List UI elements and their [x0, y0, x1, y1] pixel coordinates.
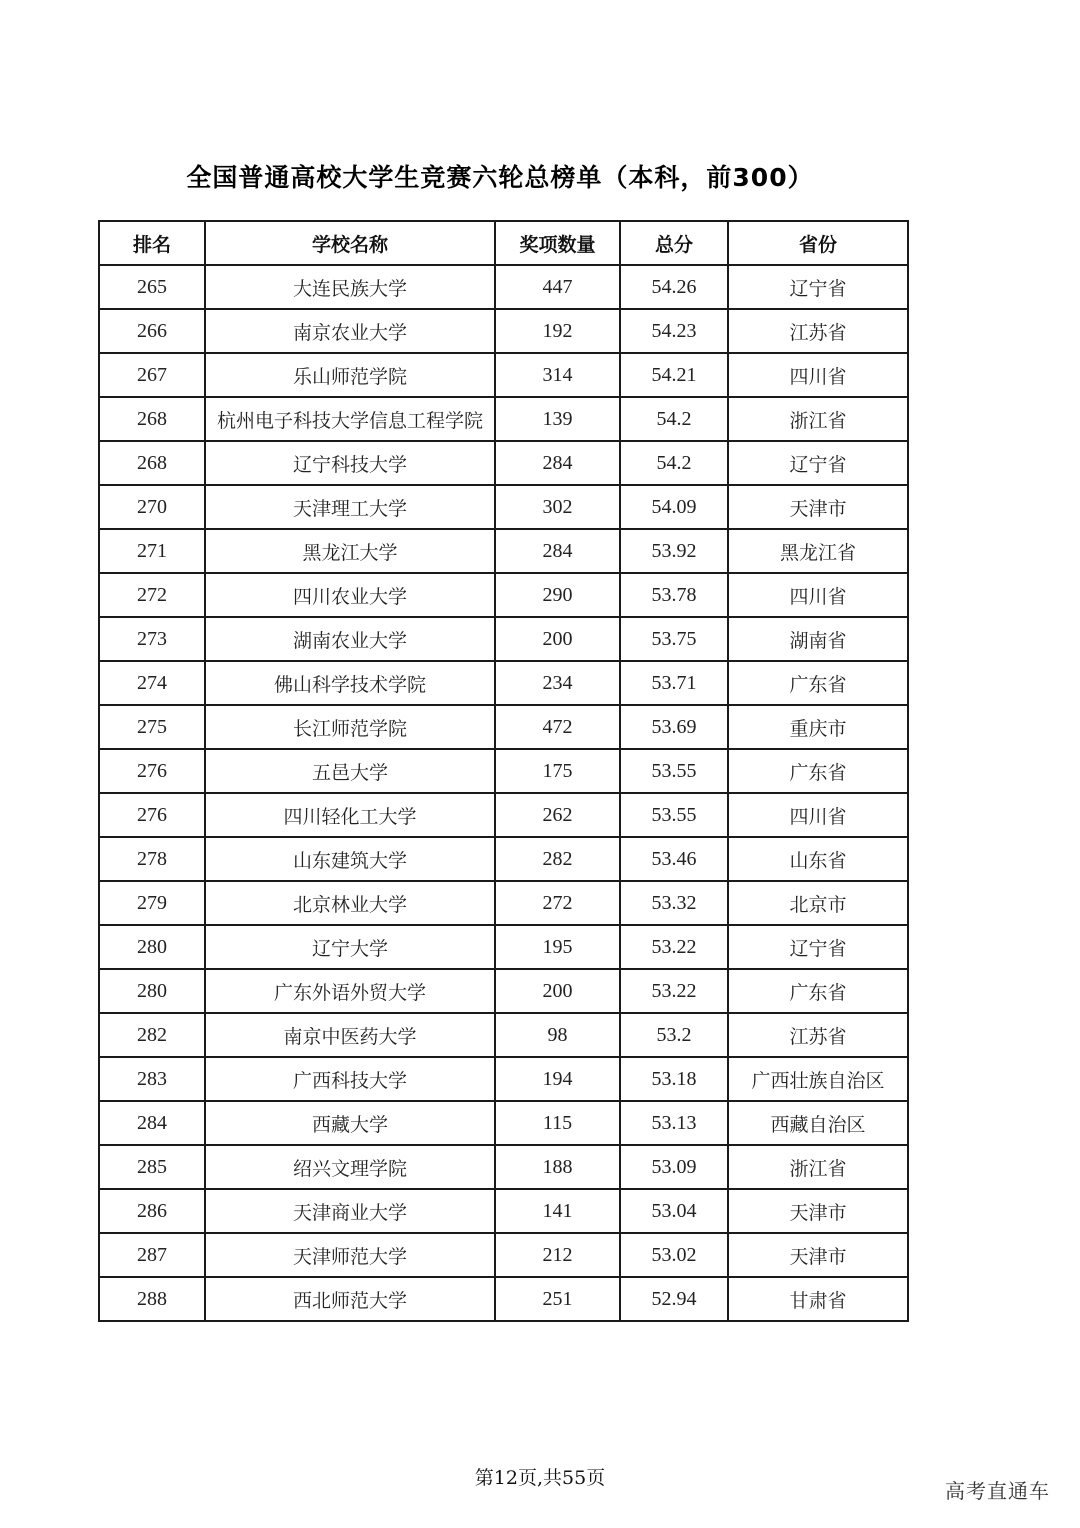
table-row — [99, 573, 908, 617]
table-row — [99, 793, 908, 837]
cell-total-score: 54.23 — [620, 309, 728, 353]
table-row — [99, 705, 908, 749]
cell-total-score: 53.46 — [620, 837, 728, 881]
cell-total-score: 53.02 — [620, 1233, 728, 1277]
cell-award-count: 272 — [495, 881, 620, 925]
cell-school-name: 绍兴文理学院 — [205, 1145, 495, 1189]
watermark: 高考直通车 — [945, 1479, 1050, 1503]
table-row — [99, 441, 908, 485]
cell-province: 四川省 — [728, 793, 908, 837]
cell-province: 四川省 — [728, 573, 908, 617]
table-row — [99, 969, 908, 1013]
cell-award-count: 290 — [495, 573, 620, 617]
cell-award-count: 314 — [495, 353, 620, 397]
cell-school-name: 四川轻化工大学 — [205, 793, 495, 837]
cell-rank: 286 — [99, 1189, 205, 1233]
table-row — [99, 485, 908, 529]
cell-total-score: 52.94 — [620, 1277, 728, 1321]
cell-award-count: 195 — [495, 925, 620, 969]
cell-rank: 272 — [99, 573, 205, 617]
table-row — [99, 661, 908, 705]
cell-school-name: 四川农业大学 — [205, 573, 495, 617]
cell-school-name: 西藏大学 — [205, 1101, 495, 1145]
cell-province: 浙江省 — [728, 397, 908, 441]
cell-school-name: 乐山师范学院 — [205, 353, 495, 397]
cell-province: 西藏自治区 — [728, 1101, 908, 1145]
table-row — [99, 1189, 908, 1233]
cell-province: 广西壮族自治区 — [728, 1057, 908, 1101]
cell-award-count: 284 — [495, 529, 620, 573]
cell-rank: 273 — [99, 617, 205, 661]
cell-school-name: 杭州电子科技大学信息工程学院 — [205, 397, 495, 441]
cell-rank: 275 — [99, 705, 205, 749]
cell-award-count: 251 — [495, 1277, 620, 1321]
cell-total-score: 53.92 — [620, 529, 728, 573]
cell-award-count: 188 — [495, 1145, 620, 1189]
cell-award-count: 284 — [495, 441, 620, 485]
cell-total-score: 53.22 — [620, 925, 728, 969]
header-school-name: 学校名称 — [205, 221, 495, 265]
cell-total-score: 54.21 — [620, 353, 728, 397]
header-province: 省份 — [728, 221, 908, 265]
cell-province: 四川省 — [728, 353, 908, 397]
cell-province: 辽宁省 — [728, 441, 908, 485]
cell-total-score: 53.04 — [620, 1189, 728, 1233]
table-row — [99, 925, 908, 969]
cell-total-score: 53.13 — [620, 1101, 728, 1145]
cell-total-score: 53.32 — [620, 881, 728, 925]
cell-award-count: 200 — [495, 969, 620, 1013]
cell-total-score: 53.55 — [620, 749, 728, 793]
cell-award-count: 447 — [495, 265, 620, 309]
cell-province: 江苏省 — [728, 309, 908, 353]
cell-total-score: 53.2 — [620, 1013, 728, 1057]
cell-rank: 285 — [99, 1145, 205, 1189]
cell-rank: 267 — [99, 353, 205, 397]
cell-award-count: 234 — [495, 661, 620, 705]
cell-school-name: 辽宁大学 — [205, 925, 495, 969]
cell-total-score: 53.55 — [620, 793, 728, 837]
cell-school-name: 黑龙江大学 — [205, 529, 495, 573]
table-row — [99, 1233, 908, 1277]
cell-school-name: 山东建筑大学 — [205, 837, 495, 881]
table-row — [99, 617, 908, 661]
cell-school-name: 南京中医药大学 — [205, 1013, 495, 1057]
table-row — [99, 397, 908, 441]
cell-rank: 268 — [99, 397, 205, 441]
cell-rank: 279 — [99, 881, 205, 925]
cell-award-count: 262 — [495, 793, 620, 837]
cell-award-count: 141 — [495, 1189, 620, 1233]
cell-province: 天津市 — [728, 1233, 908, 1277]
header-total-score: 总分 — [620, 221, 728, 265]
table-row — [99, 749, 908, 793]
cell-rank: 276 — [99, 793, 205, 837]
cell-rank: 284 — [99, 1101, 205, 1145]
cell-total-score: 54.26 — [620, 265, 728, 309]
cell-rank: 265 — [99, 265, 205, 309]
cell-rank: 280 — [99, 925, 205, 969]
cell-school-name: 广西科技大学 — [205, 1057, 495, 1101]
table-row — [99, 529, 908, 573]
cell-award-count: 200 — [495, 617, 620, 661]
header-rank: 排名 — [99, 221, 205, 265]
cell-rank: 288 — [99, 1277, 205, 1321]
table-row — [99, 1277, 908, 1321]
cell-total-score: 53.75 — [620, 617, 728, 661]
table-row — [99, 309, 908, 353]
cell-school-name: 辽宁科技大学 — [205, 441, 495, 485]
cell-total-score: 54.09 — [620, 485, 728, 529]
header-award-count: 奖项数量 — [495, 221, 620, 265]
cell-school-name: 佛山科学技术学院 — [205, 661, 495, 705]
table-row — [99, 353, 908, 397]
cell-award-count: 175 — [495, 749, 620, 793]
table-row — [99, 837, 908, 881]
cell-rank: 270 — [99, 485, 205, 529]
cell-school-name: 天津理工大学 — [205, 485, 495, 529]
cell-province: 湖南省 — [728, 617, 908, 661]
cell-province: 浙江省 — [728, 1145, 908, 1189]
cell-total-score: 53.71 — [620, 661, 728, 705]
cell-province: 山东省 — [728, 837, 908, 881]
cell-award-count: 115 — [495, 1101, 620, 1145]
cell-province: 黑龙江省 — [728, 529, 908, 573]
cell-rank: 276 — [99, 749, 205, 793]
cell-total-score: 53.78 — [620, 573, 728, 617]
ranking-table — [98, 220, 909, 1322]
cell-award-count: 194 — [495, 1057, 620, 1101]
cell-province: 广东省 — [728, 661, 908, 705]
cell-rank: 287 — [99, 1233, 205, 1277]
cell-total-score: 53.69 — [620, 705, 728, 749]
cell-school-name: 南京农业大学 — [205, 309, 495, 353]
cell-total-score: 53.18 — [620, 1057, 728, 1101]
table-header-row — [99, 221, 908, 265]
cell-rank: 274 — [99, 661, 205, 705]
cell-school-name: 湖南农业大学 — [205, 617, 495, 661]
cell-province: 天津市 — [728, 485, 908, 529]
cell-rank: 268 — [99, 441, 205, 485]
cell-school-name: 长江师范学院 — [205, 705, 495, 749]
cell-province: 天津市 — [728, 1189, 908, 1233]
cell-rank: 280 — [99, 969, 205, 1013]
cell-school-name: 西北师范大学 — [205, 1277, 495, 1321]
cell-total-score: 53.09 — [620, 1145, 728, 1189]
table-row — [99, 1145, 908, 1189]
table-row — [99, 1057, 908, 1101]
cell-rank: 278 — [99, 837, 205, 881]
cell-school-name: 天津师范大学 — [205, 1233, 495, 1277]
cell-rank: 282 — [99, 1013, 205, 1057]
cell-award-count: 192 — [495, 309, 620, 353]
table-row — [99, 265, 908, 309]
cell-province: 辽宁省 — [728, 265, 908, 309]
cell-rank: 271 — [99, 529, 205, 573]
cell-total-score: 54.2 — [620, 397, 728, 441]
cell-rank: 266 — [99, 309, 205, 353]
cell-school-name: 大连民族大学 — [205, 265, 495, 309]
cell-award-count: 98 — [495, 1013, 620, 1057]
cell-province: 广东省 — [728, 749, 908, 793]
cell-total-score: 54.2 — [620, 441, 728, 485]
cell-province: 重庆市 — [728, 705, 908, 749]
page-title: 全国普通高校大学生竞赛六轮总榜单（本科，前300） — [186, 163, 814, 192]
cell-award-count: 282 — [495, 837, 620, 881]
cell-award-count: 139 — [495, 397, 620, 441]
cell-school-name: 天津商业大学 — [205, 1189, 495, 1233]
cell-award-count: 472 — [495, 705, 620, 749]
cell-school-name: 五邑大学 — [205, 749, 495, 793]
cell-province: 广东省 — [728, 969, 908, 1013]
table-row — [99, 1013, 908, 1057]
cell-province: 辽宁省 — [728, 925, 908, 969]
table-row — [99, 1101, 908, 1145]
cell-award-count: 212 — [495, 1233, 620, 1277]
cell-school-name: 广东外语外贸大学 — [205, 969, 495, 1013]
page-number: 第12页,共55页 — [474, 1467, 606, 1489]
cell-province: 北京市 — [728, 881, 908, 925]
cell-province: 江苏省 — [728, 1013, 908, 1057]
table-row — [99, 881, 908, 925]
cell-province: 甘肃省 — [728, 1277, 908, 1321]
cell-total-score: 53.22 — [620, 969, 728, 1013]
cell-award-count: 302 — [495, 485, 620, 529]
cell-school-name: 北京林业大学 — [205, 881, 495, 925]
cell-rank: 283 — [99, 1057, 205, 1101]
